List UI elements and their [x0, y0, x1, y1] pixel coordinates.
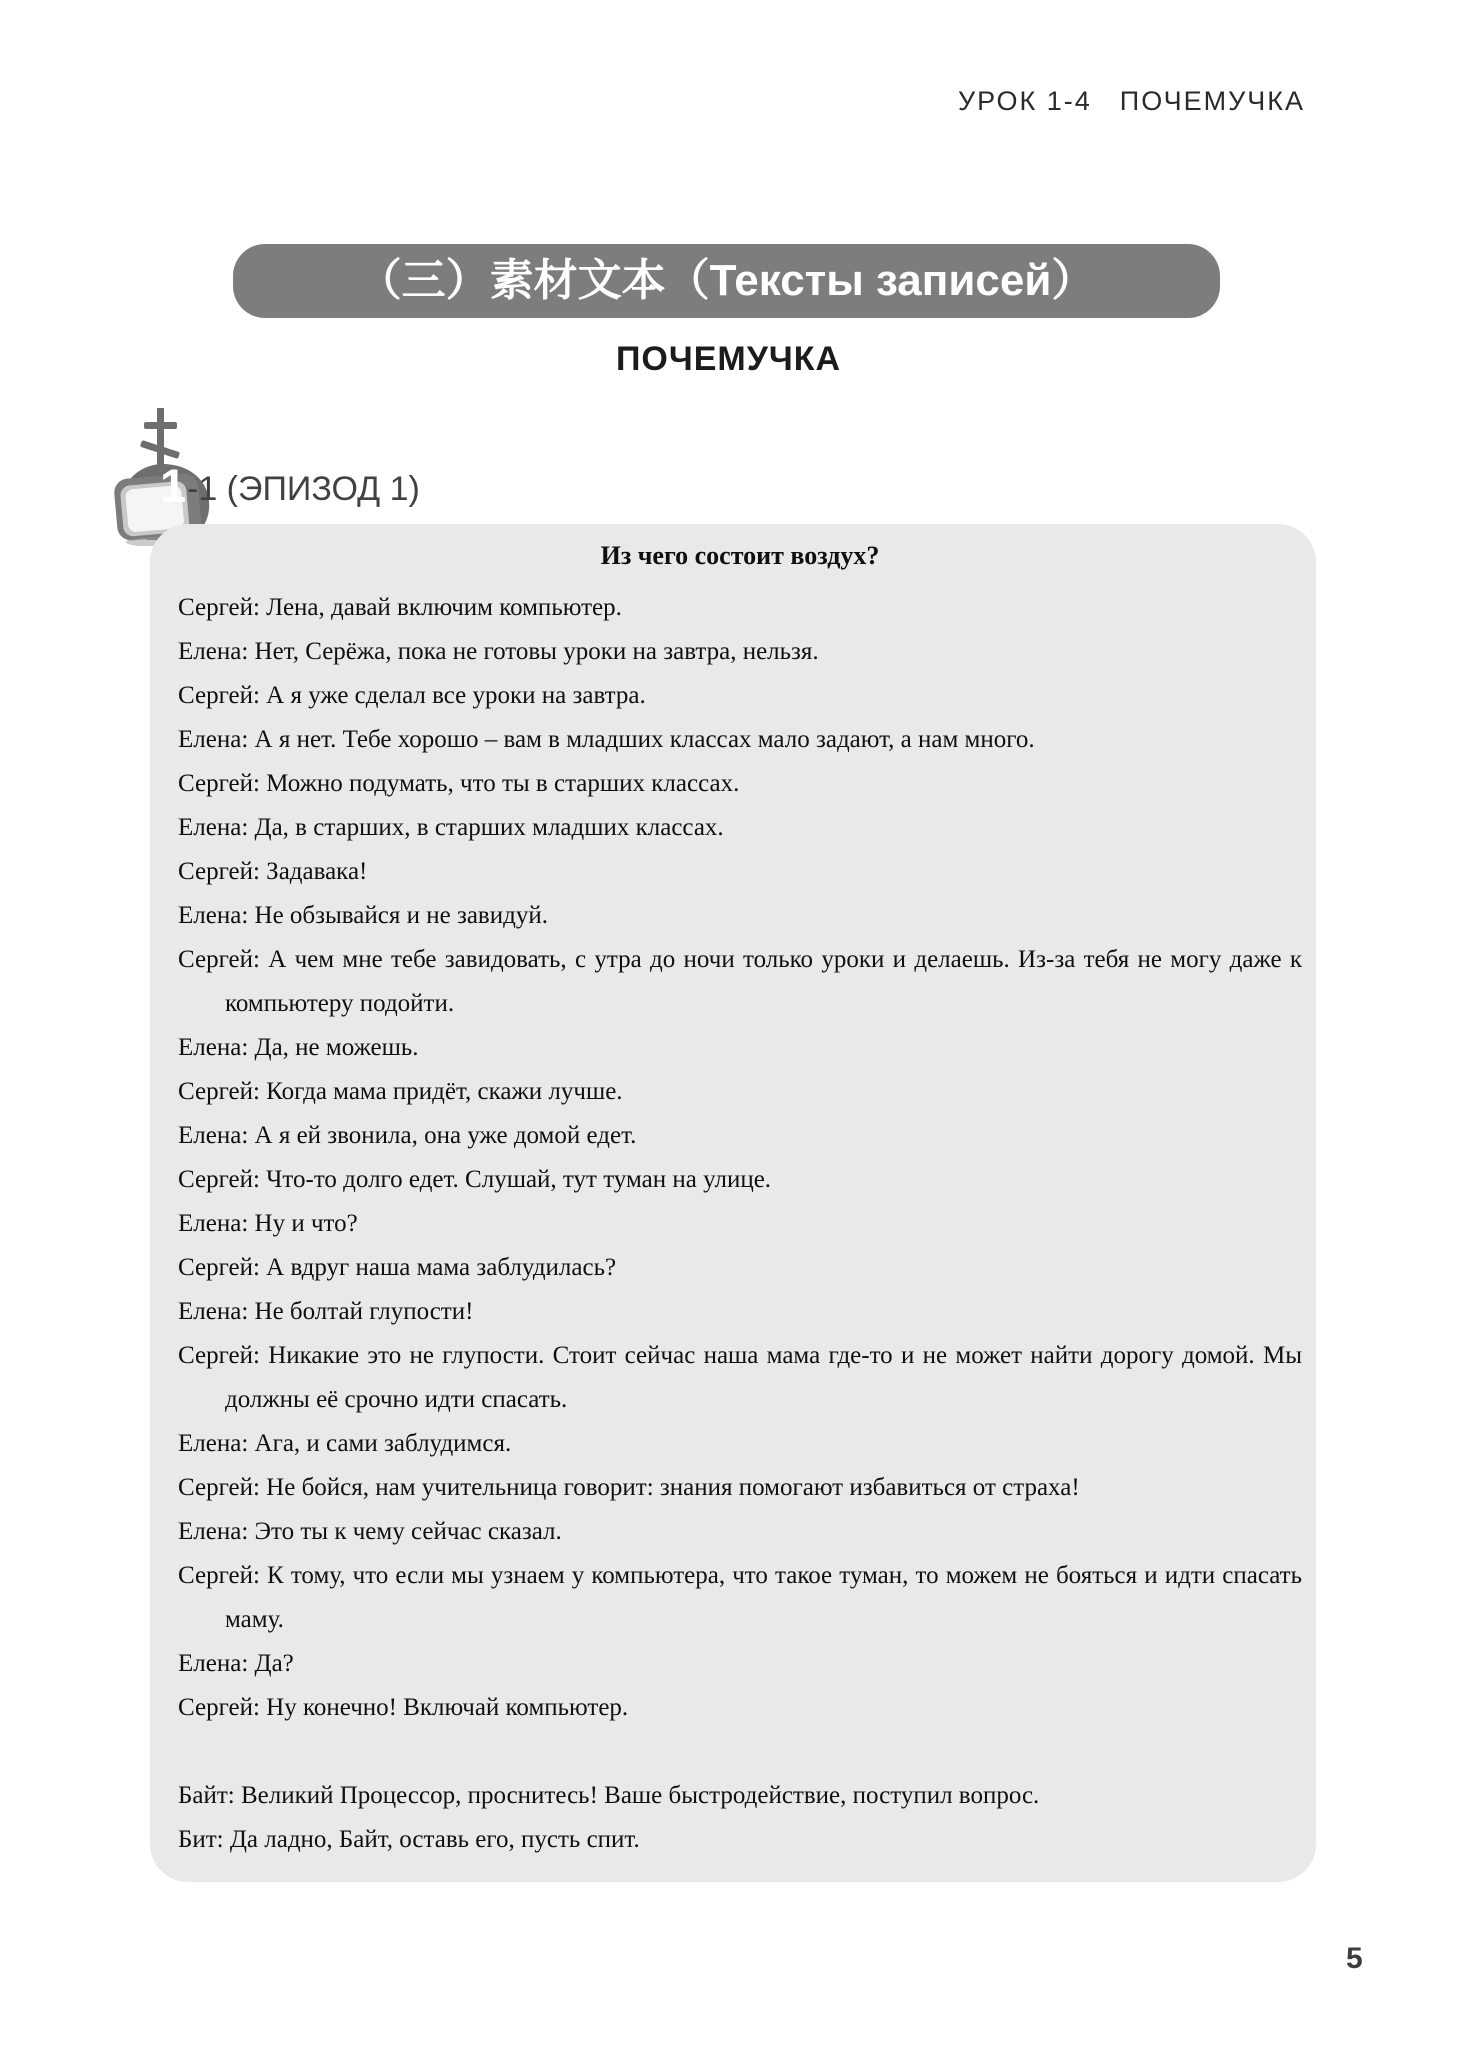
page-number: 5 [1346, 1942, 1363, 1975]
running-head-lesson: УРОК 1-4 [957, 86, 1092, 116]
dialogue-lines [178, 586, 1302, 1730]
computer-dialogue-line: Байт: Великий Процессор, проснитесь! Ваше быстродействие, поступил вопрос. [178, 1782, 1040, 1809]
dialogue-line: Елена: Ага, и сами заблудимся. [178, 1430, 512, 1457]
episode-number-overlay: 1 [160, 459, 187, 512]
dialogue-line: Елена: Да? [178, 1650, 294, 1677]
dialogue-line: Сергей: А я уже сделал все уроки на завтра. [178, 682, 646, 709]
dialogue-line: Елена: А я нет. Тебе хорошо – вам в младших классах мало задают, а нам много. [178, 726, 1035, 753]
dialogue-line: Елена: Да, не можешь. [178, 1034, 419, 1061]
dialogue-line: Елена: Это ты к чему сейчас сказал. [178, 1518, 562, 1545]
episode-label: -1 (ЭПИЗОД 1) [187, 470, 420, 508]
computer-dialogue-lines [178, 1774, 1302, 1862]
section-banner-text: （三）素材文本（Тексты записей） [357, 256, 1096, 305]
dialogue-line: Сергей: Никакие это не глупости. Стоит сейчас наша мама где-то и не может найти дорогу домой. Мы должны её срочно идти спасать. [178, 1342, 1302, 1413]
dialogue-line: Сергей: А вдруг наша мама заблудилась? [178, 1254, 617, 1281]
page-title: ПОЧЕМУЧКА [615, 340, 842, 378]
dialogue-line: Сергей: Не бойся, нам учительница говорит: знания помогают избавиться от страха! [178, 1474, 1080, 1501]
dialogue-line: Елена: Нет, Серёжа, пока не готовы уроки на завтра, нельзя. [178, 638, 819, 665]
section-banner [233, 244, 1220, 318]
dialogue-heading: Из чего состоит воздух? [600, 541, 880, 570]
dialogue-line: Сергей: К тому, что если мы узнаем у компьютера, что такое туман, то можем не бояться и идти спасать маму. [178, 1562, 1302, 1633]
cross-bar [144, 422, 177, 429]
dialogue-line: Елена: Не болтай глупости! [178, 1298, 474, 1325]
running-head-topic: ПОЧЕМУЧКА [1119, 86, 1305, 116]
dialogue-line: Елена: Ну и что? [178, 1210, 358, 1237]
dialogue-line: Сергей: Лена, давай включим компьютер. [178, 594, 622, 621]
dialogue-card [150, 524, 1316, 1882]
dialogue-content [150, 524, 1316, 1862]
dialogue-line: Сергей: Задавака! [178, 858, 368, 885]
dialogue-line: Елена: Да, в старших, в старших младших классах. [178, 814, 724, 841]
dialogue-line: Елена: Не обзывайся и не завидуй. [178, 902, 548, 929]
dialogue-line: Сергей: Ну конечно! Включай компьютер. [178, 1694, 629, 1721]
computer-dialogue-line: Бит: Да ладно, Байт, оставь его, пусть спит. [178, 1826, 640, 1853]
running-head [958, 86, 1305, 117]
dialogue-line: Сергей: Когда мама придёт, скажи лучше. [178, 1078, 623, 1105]
dialogue-line: Сергей: А чем мне тебе завидовать, с утра до ночи только уроки и делаешь. Из-за тебя не могу даже к компьютеру подойти. [178, 946, 1302, 1017]
dialogue-line: Сергей: Что-то долго едет. Слушай, тут туман на улице. [178, 1166, 772, 1193]
dialogue-line: Сергей: Можно подумать, что ты в старших классах. [178, 770, 740, 797]
dialogue-line: Елена: А я ей звонила, она уже домой едет. [178, 1122, 637, 1149]
